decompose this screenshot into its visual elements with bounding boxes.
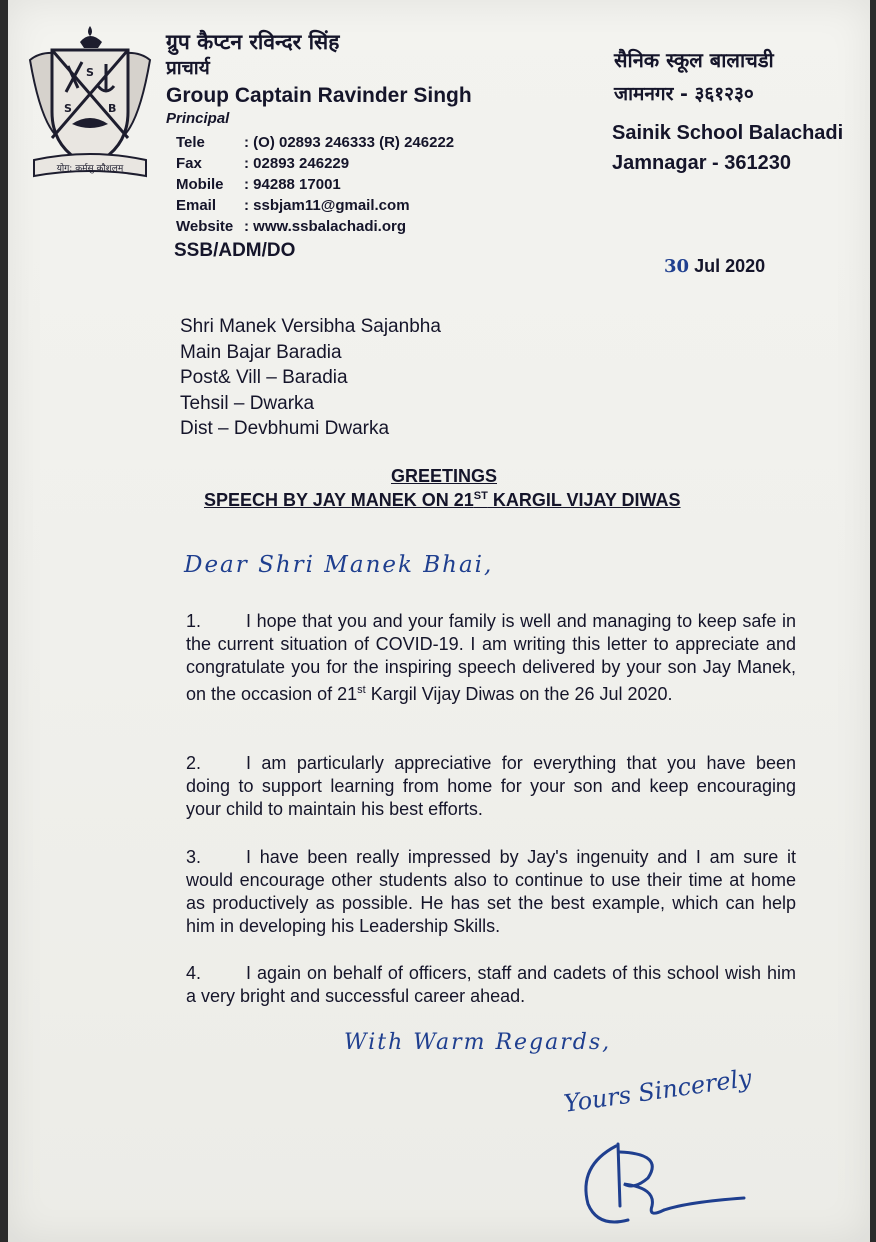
city-hindi: जामनगर - ३६१२३०: [614, 83, 754, 105]
principal-name-hindi: ग्रुप कैप्टन रविन्दर सिंह: [166, 30, 340, 54]
school-city: Jamnagar - 361230: [612, 152, 792, 174]
contact-value: : ssbjam11@gmail.com: [244, 197, 410, 214]
recipient-line: Main Bajar Baradia: [180, 342, 342, 363]
paragraph-text: I have been really impressed by Jay's ingenuity and I am sure it would encourage other students also to continue to use their time at home as productively as possible. He has set the best example, which can help him in developing his Leadership Skills.: [186, 847, 796, 936]
letter-sheet: [8, 0, 870, 1242]
date-day-handwritten: 30: [664, 256, 690, 277]
school-name: Sainik School Balachadi: [612, 122, 844, 144]
principal-title-hindi: प्राचार्य: [166, 57, 210, 79]
salutation-handwritten: Dear Shri Manek Bhai,: [184, 552, 494, 578]
school-crest-emblem: [22, 20, 158, 180]
paragraph-number: 3.: [186, 847, 202, 867]
paragraph-1: [186, 610, 796, 706]
contact-value: : (O) 02893 246333 (R) 246222: [244, 134, 455, 151]
contact-label: Mobile: [176, 176, 224, 193]
crest-letter-s2: S: [64, 102, 72, 115]
school-name-hindi: सैनिक स्कूल बालाचडी: [614, 48, 774, 72]
recipient-line: Dist – Devbhumi Dwarka: [180, 418, 390, 439]
reference-number: SSB/ADM/DO: [174, 240, 296, 261]
contact-website: [176, 218, 406, 235]
crest-motto: योग: कर्मसु कौशलम्: [56, 164, 124, 174]
paragraph-2: [186, 752, 796, 821]
crest-letter-s1: S: [86, 66, 94, 79]
contact-label: Tele: [176, 134, 205, 151]
subject-greetings: [8, 466, 870, 487]
paragraph-sup: st: [357, 684, 366, 696]
principal-title: Principal: [166, 110, 230, 127]
paragraph-3: [186, 846, 796, 938]
subject-line2-sup: ST: [473, 490, 488, 502]
subject-line2-pre: SPEECH BY JAY MANEK ON 21: [204, 490, 474, 510]
principal-name: Group Captain Ravinder Singh: [166, 84, 472, 107]
subject-line2-post: KARGIL VIJAY DIWAS: [487, 490, 681, 510]
paragraph-text-end: Kargil Vijay Diwas on the 26 Jul 2020.: [365, 684, 673, 704]
contact-fax: [176, 155, 349, 172]
contact-label: Fax: [176, 155, 202, 172]
crest-letter-b: B: [108, 102, 117, 115]
contact-mobile: [176, 176, 341, 193]
paragraph-text: I am particularly appreciative for everything that you have been doing to support learning from home for your son and keep encouraging your child to maintain his best efforts.: [186, 753, 796, 819]
contact-value: : 94288 17001: [244, 176, 341, 193]
date-month-year: Jul 2020: [694, 256, 766, 276]
paragraph-number: 2.: [186, 753, 202, 773]
recipient-line: Tehsil – Dwarka: [180, 393, 315, 414]
letter-date: [664, 256, 765, 277]
paragraph-number: 1.: [186, 611, 202, 631]
contact-tele: [176, 134, 454, 151]
paragraph-4: [186, 962, 796, 1008]
recipient-line: Post& Vill – Baradia: [180, 367, 348, 388]
paragraph-number: 4.: [186, 963, 202, 983]
subject-speech: [204, 490, 681, 511]
closing-sincerely-handwritten: Yours Sincerely: [562, 1063, 754, 1118]
contact-email: [176, 197, 410, 214]
contact-label: Website: [176, 218, 234, 235]
paragraph-text: I hope that you and your family is well and managing to keep safe in the current situation of COVID-19. I am writing this letter to appreciate and congratulate you for the inspiring speech delivered by your son Jay Manek, on the occasion of 21: [186, 611, 796, 704]
subject-line1: GREETINGS: [390, 466, 497, 486]
handwritten-signature: [568, 1136, 758, 1232]
contact-label: Email: [176, 197, 217, 214]
contact-value: : www.ssbalachadi.org: [244, 218, 406, 235]
closing-regards-handwritten: With Warm Regards,: [344, 1030, 612, 1055]
recipient-line: Shri Manek Versibha Sajanbha: [180, 316, 441, 337]
contact-value: : 02893 246229: [244, 155, 350, 172]
paragraph-text: I again on behalf of officers, staff and cadets of this school wish him a very bright and successful career ahead.: [186, 963, 796, 1006]
